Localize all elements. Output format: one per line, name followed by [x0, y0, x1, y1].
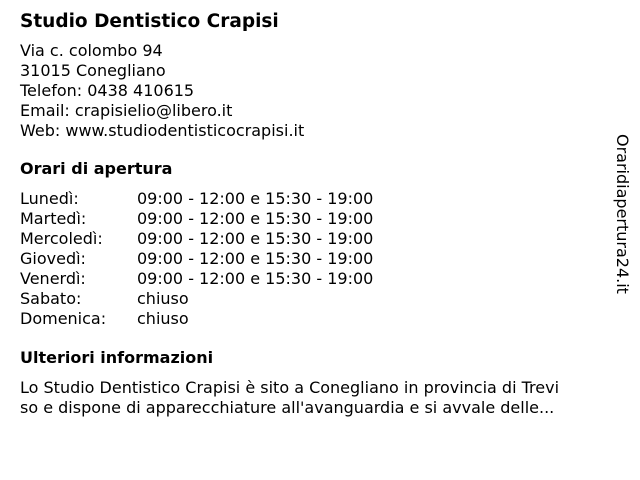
hours-row-sunday [20, 309, 600, 329]
day-label: Domenica: [20, 309, 107, 328]
day-label: Giovedì: [20, 249, 86, 268]
day-label: Lunedì: [20, 189, 79, 208]
hours-row-tuesday [20, 209, 600, 229]
time-value: 09:00 - 12:00 e 15:30 - 19:00 [137, 209, 374, 228]
time-value: 09:00 - 12:00 e 15:30 - 19:00 [137, 269, 374, 288]
hours-title: Orari di apertura [20, 159, 173, 178]
address-city: 31015 Conegliano [20, 61, 166, 80]
hours-row-thursday [20, 249, 600, 269]
content [20, 8, 600, 418]
brand-watermark: Oraridiapertura24.it [613, 134, 632, 294]
hours-row-saturday [20, 289, 600, 309]
info-description [20, 378, 600, 418]
hours-row-friday [20, 269, 600, 289]
time-value: 09:00 - 12:00 e 15:30 - 19:00 [137, 229, 374, 248]
contact-block [20, 41, 600, 141]
hours-row-wednesday [20, 229, 600, 249]
time-value: chiuso [137, 309, 189, 328]
info-title: Ulteriori informazioni [20, 348, 214, 367]
info-line-2: so e dispone di apparecchiature all'avanguardia e si avvale delle... [20, 398, 555, 417]
hours-table [20, 189, 600, 329]
day-label: Martedì: [20, 209, 87, 228]
day-label: Venerdì: [20, 269, 86, 288]
phone-line: Telefon: 0438 410615 [20, 81, 195, 100]
time-value: chiuso [137, 289, 189, 308]
web-line: Web: www.studiodentisticocrapisi.it [20, 121, 305, 140]
hours-row-monday [20, 189, 600, 209]
time-value: 09:00 - 12:00 e 15:30 - 19:00 [137, 249, 374, 268]
studio-name: Studio Dentistico Crapisi [20, 11, 279, 32]
address-street: Via c. colombo 94 [20, 41, 163, 60]
time-value: 09:00 - 12:00 e 15:30 - 19:00 [137, 189, 374, 208]
day-label: Sabato: [20, 289, 82, 308]
day-label: Mercoledì: [20, 229, 103, 248]
email-line: Email: crapisielio@libero.it [20, 101, 233, 120]
info-line-1: Lo Studio Dentistico Crapisi è sito a Conegliano in provincia di Trevi [20, 378, 560, 397]
